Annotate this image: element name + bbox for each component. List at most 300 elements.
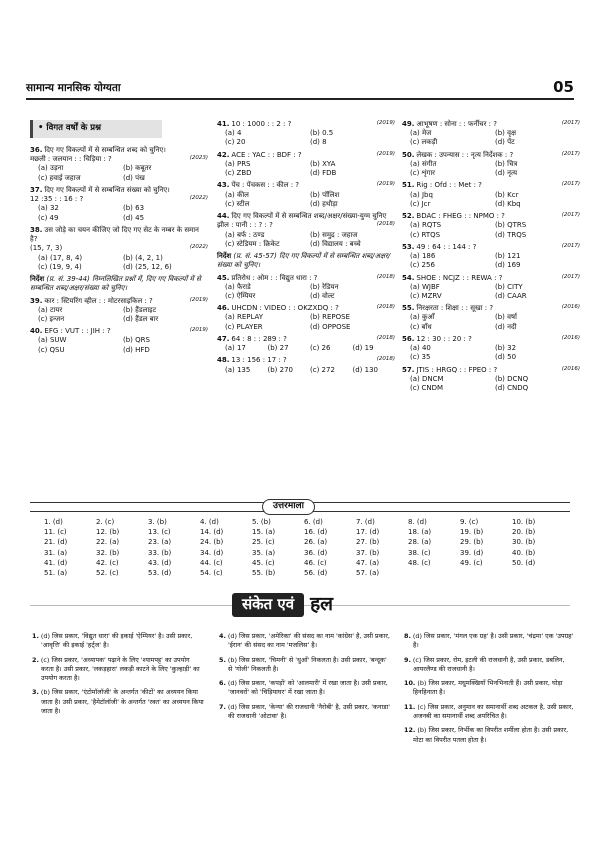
answer-item: 11. (c) — [44, 528, 67, 537]
direction-note — [30, 275, 208, 293]
option: (d) (25, 12, 6) — [123, 262, 172, 271]
question-row — [402, 151, 580, 160]
question-text: ACE : YAC : : BDF : ? — [231, 150, 302, 159]
question-text: BDAC : FHEG : : NPMO : ? — [416, 212, 505, 221]
solution-item — [404, 679, 576, 698]
question-item — [402, 304, 580, 332]
question-number: 39. — [30, 296, 43, 305]
option: (a) SUW — [38, 336, 67, 345]
option: (d) 130 — [352, 365, 378, 374]
solutions-heading-part1: संकेत एवं — [232, 593, 304, 617]
answer-item: 24. (b) — [200, 538, 224, 547]
solutions-heading — [232, 592, 333, 618]
option: (a) कील — [225, 190, 249, 199]
question-item — [30, 146, 208, 183]
question-row — [217, 274, 395, 283]
question-text: दिए गए विकल्पों में से सम्बन्धित संख्या को चुनिए। — [44, 185, 170, 194]
option: (a) WJBF — [410, 282, 440, 291]
option: (a) संगीत — [410, 159, 437, 168]
question-year: (2017) — [561, 181, 580, 188]
question-year: (2019) — [376, 181, 395, 188]
question-item — [402, 181, 580, 209]
question-item — [217, 274, 395, 302]
question-number: 44. — [217, 212, 230, 221]
solution-text: (b) जिस प्रकार, निर्भीक का विपरीत शर्मीला होता है। उसी प्रकार, मोटा का विपरीत पतला होता है। — [413, 726, 569, 744]
solution-number: 7. — [219, 702, 226, 711]
option: (c) लकड़ी — [410, 138, 438, 147]
question-number: 49. — [402, 120, 415, 128]
option: (a) REPLAY — [225, 313, 264, 322]
option: (b) REPOSE — [310, 313, 351, 322]
question-text-wrap — [30, 297, 153, 306]
answer-item: 52. (c) — [96, 569, 119, 578]
option: (b) Kcr — [495, 190, 519, 199]
answer-item: 5. (b) — [252, 518, 271, 526]
question-number: 40. — [30, 327, 43, 336]
answer-item: 12. (b) — [96, 528, 120, 537]
question-year: (2019) — [189, 327, 208, 334]
question-text-wrap — [402, 243, 476, 252]
answer-item: 26. (a) — [304, 538, 328, 547]
option: (b) 63 — [123, 204, 145, 213]
question-text: Rig : Ofd : : Met : ? — [416, 181, 482, 190]
question-column-1 — [30, 146, 208, 358]
option: (d) OPPOSE — [310, 322, 351, 331]
options-grid — [402, 191, 580, 209]
question-text-wrap — [402, 335, 472, 344]
solution-text: (d) जिस प्रकार, 'अमेरिका' की संसद का नाम 'कांग्रेस' है, उसी प्रकार, 'ईरान' की संसद का नाम 'मजलिस' है। — [227, 632, 390, 650]
page-header-title: सामान्य मानसिक योग्यता — [26, 82, 121, 94]
question-number: 43. — [217, 181, 230, 190]
answer-item: 39. (d) — [460, 548, 484, 557]
question-number: 38. — [30, 225, 43, 234]
option: (d) TRQS — [495, 230, 527, 239]
answer-item: 30. (b) — [512, 538, 536, 547]
question-row — [402, 212, 580, 221]
question-item — [402, 151, 580, 179]
options-grid — [217, 313, 395, 331]
question-sub-row — [30, 155, 208, 164]
question-text: UHCDN : VIDEO : : OKZXDQ : ? — [231, 304, 339, 313]
question-year: (2019) — [376, 120, 395, 126]
question-row — [217, 151, 395, 160]
question-row — [402, 335, 580, 344]
question-text-wrap — [217, 335, 287, 344]
question-row — [217, 304, 395, 313]
options-grid — [217, 283, 395, 301]
options-grid — [402, 160, 580, 178]
answer-item: 22. (a) — [96, 538, 120, 547]
question-row — [402, 366, 580, 375]
question-year: (2022) — [189, 195, 208, 202]
question-year: (2016) — [561, 334, 580, 341]
question-number: 45. — [217, 273, 230, 282]
option: (a) 186 — [410, 252, 436, 261]
solution-item — [404, 656, 576, 675]
option: (c) (19, 9, 4) — [38, 262, 82, 271]
question-year: (2022) — [189, 244, 208, 251]
question-sub-row — [30, 195, 208, 204]
question-row — [402, 120, 580, 129]
option: (a) मेज — [410, 129, 432, 138]
option: (b) 0.5 — [310, 129, 334, 138]
question-year: (2018) — [376, 304, 395, 311]
header-divider — [26, 98, 574, 100]
solution-text: (c) जिस प्रकार, रोम, इटली की राजधानी है, उसी प्रकार, डबलिन, आयरलैण्ड की राजधानी है। — [412, 655, 565, 673]
question-row — [402, 181, 580, 190]
question-year: (2018) — [376, 273, 395, 280]
question-text-wrap — [217, 212, 386, 221]
question-year: (2017) — [561, 120, 580, 126]
question-text: 64 : 8 : : 289 : ? — [231, 334, 287, 343]
options-grid — [402, 129, 580, 147]
question-text-wrap — [30, 146, 166, 155]
answer-item: 41. (d) — [44, 558, 68, 567]
option: (c) हवाई जहाज — [38, 173, 81, 182]
option: (d) हैंडल बार — [123, 314, 159, 323]
option: (a) RQTS — [410, 221, 442, 230]
solution-number: 6. — [219, 679, 226, 688]
question-row — [217, 212, 395, 221]
solution-item — [219, 703, 391, 722]
solution-text: (d) जिस प्रकार, 'विद्युत धारा' की इकाई 'ऐम्पियर' है। उसी प्रकार, 'आवृत्ति' की इकाई 'हर्ट्ज' है। — [40, 632, 193, 650]
question-text: उस जोड़े का चयन कीजिए जो दिए गए सेट के नम्बर के समान है? — [30, 225, 199, 244]
option: (d) पंख — [123, 173, 145, 182]
option: (d) 45 — [123, 213, 145, 222]
question-number: 51. — [402, 181, 415, 190]
question-row — [30, 327, 208, 336]
answer-item: 48. (c) — [408, 558, 431, 567]
option: (d) 169 — [495, 261, 521, 270]
option: (a) बर्फ : ठण्ड — [225, 230, 265, 239]
option: (c) 272 — [310, 365, 335, 374]
answer-item: 33. (b) — [148, 548, 172, 557]
solution-number: 9. — [404, 655, 411, 664]
option: (a) Jbq — [410, 190, 433, 199]
direction-label: निर्देश — [30, 275, 45, 284]
solution-item — [219, 679, 391, 698]
question-text: प्रतिरोध : ओम : : विद्युत धारा : ? — [231, 273, 318, 282]
answer-item: 7. (d) — [356, 518, 375, 526]
answer-item: 10. (b) — [512, 518, 536, 526]
option: (c) 20 — [225, 138, 246, 147]
option: (c) ZBD — [225, 169, 252, 178]
question-text-wrap — [402, 181, 482, 190]
option: (b) XYA — [310, 159, 336, 168]
answer-item: 55. (b) — [252, 569, 276, 578]
question-text: दिए गए विकल्पों में से सम्बन्धित शब्द/अक्षर/संख्या-युग्म चुनिए — [231, 212, 387, 221]
question-number: 50. — [402, 150, 415, 159]
option: (c) शृंगार — [410, 169, 436, 178]
option: (c) CNDM — [410, 384, 444, 393]
question-item — [217, 151, 395, 179]
answer-key-grid — [44, 518, 564, 578]
question-column-2 — [217, 120, 395, 378]
question-number: 52. — [402, 212, 415, 221]
answer-item: 23. (a) — [148, 538, 172, 547]
option: (b) 27 — [267, 344, 289, 353]
option: (c) इन्जन — [38, 314, 65, 323]
question-row — [217, 181, 395, 190]
question-item — [402, 335, 580, 363]
question-year: (2018) — [376, 221, 395, 228]
answer-item: 45. (c) — [252, 558, 275, 567]
question-text-wrap — [217, 304, 339, 313]
question-text-wrap — [30, 186, 170, 195]
question-row — [217, 335, 395, 344]
options-row — [217, 366, 395, 375]
option: (b) कबूतर — [123, 164, 152, 173]
answer-item: 18. (a) — [408, 528, 432, 537]
solutions-column-1 — [32, 632, 204, 721]
question-text: पेंच : पेंचकस : : कील : ? — [231, 181, 300, 190]
options-grid — [217, 191, 395, 209]
solution-number: 10. — [404, 679, 416, 688]
option: (d) CNDQ — [495, 384, 529, 393]
question-sub: मछली : जलयान : : चिड़िया : ? — [30, 155, 112, 164]
answer-item: 37. (b) — [356, 548, 380, 557]
question-year: (2019) — [189, 296, 208, 303]
question-text: EFG : VUT : : JIH : ? — [44, 327, 111, 336]
options-grid — [402, 375, 580, 393]
section-label: • विगत वर्षों के प्रश्न — [30, 120, 162, 138]
answer-item: 51. (a) — [44, 569, 68, 578]
options-grid — [30, 336, 208, 354]
question-sub: 12 :35 : : 16 : ? — [30, 195, 84, 204]
question-year: (2017) — [561, 212, 580, 219]
question-year: (2018) — [376, 356, 395, 363]
solution-text: (c) जिस प्रकार, अनुमान का समानार्थी शब्द अटकल है, उसी प्रकार, अजनबी का समानार्थी शब्द अपरिचित है। — [413, 702, 574, 720]
answer-item: 20. (b) — [512, 528, 536, 537]
options-grid — [30, 254, 208, 272]
question-item — [402, 366, 580, 394]
question-text: JTIS : HRGQ : : FPEO : ? — [416, 365, 498, 374]
question-item — [402, 243, 580, 271]
answer-item: 56. (d) — [304, 569, 328, 578]
answer-item: 29. (b) — [460, 538, 484, 547]
option: (a) 32 — [38, 204, 59, 213]
question-text: कार : स्टियरिंग व्हील : : मोटरसाइकिल : ? — [44, 296, 153, 305]
answer-item: 43. (d) — [148, 558, 172, 567]
answer-item: 46. (c) — [304, 558, 327, 567]
option: (a) (17, 8, 4) — [38, 253, 83, 262]
question-item — [30, 327, 208, 355]
solution-number: 8. — [404, 632, 411, 640]
question-item — [402, 212, 580, 240]
option: (b) QTRS — [495, 221, 527, 230]
answer-item: 21. (d) — [44, 538, 68, 547]
answer-item: 8. (d) — [408, 518, 427, 526]
solution-item — [219, 656, 391, 675]
question-text: आभूषण : सोना : : फर्नीचर : ? — [416, 120, 497, 128]
solution-text: (b) जिस प्रकार, 'चिमनी' से 'धुआँ' निकलता है। उसी प्रकार, 'बन्दूक' से 'गोली' निकलती है। — [227, 655, 387, 673]
option: (c) 49 — [38, 213, 59, 222]
options-row — [217, 344, 395, 353]
option: (d) HFD — [123, 345, 150, 354]
answer-item: 28. (a) — [408, 538, 432, 547]
answer-item: 15. (a) — [252, 528, 276, 537]
option: (b) 32 — [495, 344, 517, 353]
solution-text: (b) जिस प्रकार, 'एंटोमॉलॉजी' के अन्तर्गत 'कीटों' का अध्ययन किया जाता है। उसी प्रकार, 'हैमेटॉलॉजी' के अन्तर्गत 'रक्त' का अध्ययन किया जाता है। — [40, 688, 204, 715]
question-item — [402, 120, 580, 148]
option: (a) PRS — [225, 159, 251, 168]
solutions-column-3 — [404, 632, 576, 750]
question-text: 13 : 156 : 17 : ? — [231, 356, 287, 365]
question-text: 10 : 1000 : : 2 : ? — [231, 120, 292, 128]
solution-number: 2. — [32, 655, 39, 664]
solution-item — [404, 703, 576, 722]
answer-item: 9. (c) — [460, 518, 479, 526]
option: (a) उड़ना — [38, 164, 64, 173]
solution-number: 11. — [404, 702, 416, 711]
solution-text: (d) जिस प्रकार, 'केन्या' की राजधानी 'नैरोबी' है, उसी प्रकार, 'कनाडा' की राजधानी 'ओटावा' है। — [227, 702, 390, 720]
answer-item: 19. (b) — [460, 528, 484, 537]
solution-number: 5. — [219, 655, 226, 664]
option: (b) 121 — [495, 252, 521, 261]
solution-item — [32, 632, 204, 651]
question-text-wrap — [217, 356, 287, 365]
question-row — [217, 120, 395, 129]
question-item — [30, 297, 208, 325]
question-text-wrap — [402, 212, 505, 221]
question-row — [30, 226, 208, 244]
question-sub: (15, 7, 3) — [30, 244, 63, 253]
question-row — [402, 274, 580, 283]
question-row — [30, 146, 208, 155]
question-item — [217, 120, 395, 148]
question-row — [217, 356, 395, 365]
option: (a) टायर — [38, 305, 63, 314]
answer-item: 57. (a) — [356, 569, 380, 578]
question-text-wrap — [217, 181, 299, 190]
answer-key-title: उत्तरमाला — [262, 499, 315, 515]
option: (c) ऐम्पियर — [225, 291, 256, 300]
option: (d) वोल्ट — [310, 291, 335, 300]
question-item — [30, 226, 208, 272]
answer-item: 31. (a) — [44, 548, 68, 557]
question-year: (2017) — [561, 242, 580, 249]
option: (c) RTQS — [410, 230, 441, 239]
section-label-text: विगत वर्षों के प्रश्न — [46, 123, 102, 133]
solutions-column-2 — [219, 632, 391, 726]
answer-item: 27. (b) — [356, 538, 380, 547]
solution-item — [32, 656, 204, 684]
option: (d) 19 — [352, 344, 374, 353]
question-number: 47. — [217, 334, 230, 343]
question-sub-row — [30, 244, 208, 253]
answer-item: 49. (c) — [460, 558, 483, 567]
option: (d) FDB — [310, 169, 337, 178]
option: (b) वृक्ष — [495, 129, 517, 138]
solution-item — [404, 632, 576, 651]
question-text: 12 : 30 : : 20 : ? — [416, 334, 472, 343]
option: (c) स्टेडियम : क्रिकेट — [225, 239, 280, 248]
option: (c) QSU — [38, 345, 65, 354]
option: (b) DCNQ — [495, 374, 529, 383]
question-number: 42. — [217, 150, 230, 159]
options-grid — [402, 283, 580, 301]
question-number: 56. — [402, 334, 415, 343]
solution-number: 12. — [404, 726, 416, 735]
question-number: 37. — [30, 185, 43, 194]
option: (c) MZRV — [410, 291, 442, 300]
question-item — [217, 304, 395, 332]
question-text: SHOE : NCJZ : : REWA : ? — [416, 273, 503, 282]
answer-item: 1. (d) — [44, 518, 63, 526]
question-text-wrap — [402, 366, 497, 375]
answer-item: 35. (a) — [252, 548, 276, 557]
solution-text: (d) जिस प्रकार, 'मंगल एक ग्रह' है। उसी प्रकार, 'चंद्रमा' एक 'उपग्रह' है। — [412, 632, 574, 650]
option: (a) 4 — [225, 129, 242, 138]
answer-item: 34. (d) — [200, 548, 224, 557]
option: (c) बाँध — [410, 322, 432, 331]
option: (b) हैंडलाइट — [123, 305, 157, 314]
direction-text: (प्र. सं. 39-44) निम्नलिखित प्रश्नों में, दिए गए विकल्पों में से सम्बन्धित शब्द/अक्षर/संख्या को चुनिए। — [30, 275, 201, 293]
option: (d) पेंट — [495, 138, 515, 147]
option: (c) PLAYER — [225, 322, 263, 331]
question-number: 41. — [217, 120, 230, 128]
question-sub-row — [217, 221, 395, 230]
option: (d) विद्यालय : बच्चे — [310, 239, 361, 248]
options-grid — [30, 164, 208, 182]
solution-text: (d) जिस प्रकार, 'कपड़ों' को 'आलमारी' में रखा जाता है। उसी प्रकार, 'जानवरों' को 'चिड़ियाघर' में रखा जाता है। — [227, 679, 388, 697]
option: (d) 50 — [495, 353, 517, 362]
question-number: 55. — [402, 304, 415, 313]
solution-text: (b) जिस प्रकार, मधुमक्खियाँ भिनभिनाती हैं। उसी प्रकार, घोड़ा हिनहिनाता है। — [413, 679, 563, 697]
option: (d) नृत्य — [495, 169, 518, 178]
option: (a) 40 — [410, 344, 431, 353]
options-grid — [402, 344, 580, 362]
options-grid — [217, 231, 395, 249]
answer-item: 38. (c) — [408, 548, 431, 557]
options-grid — [402, 221, 580, 239]
answer-item: 16. (d) — [304, 528, 328, 537]
question-row — [30, 297, 208, 306]
options-grid — [30, 204, 208, 222]
options-grid — [217, 160, 395, 178]
direction-note — [217, 252, 395, 270]
question-text-wrap — [217, 274, 317, 283]
page-number: 05 — [553, 78, 574, 96]
question-year: (2017) — [561, 273, 580, 280]
solution-item — [219, 632, 391, 651]
option: (c) 26 — [310, 344, 331, 353]
question-text: निरक्षरता : शिक्षा : : सूखा : ? — [416, 304, 494, 313]
answer-item: 14. (d) — [200, 528, 224, 537]
option: (d) Kbq — [495, 199, 521, 208]
option: (c) 35 — [410, 353, 431, 362]
solution-number: 1. — [32, 632, 39, 640]
question-item — [217, 335, 395, 353]
option: (a) 17 — [225, 344, 246, 353]
question-year: (2019) — [376, 150, 395, 157]
answer-item: 6. (d) — [304, 518, 323, 526]
answer-item: 13. (c) — [148, 528, 171, 537]
question-row — [402, 243, 580, 252]
option: (b) समुद्र : जहाज — [310, 230, 358, 239]
options-grid — [402, 313, 580, 331]
question-item — [402, 274, 580, 302]
question-year: (2016) — [561, 365, 580, 372]
question-item — [30, 186, 208, 223]
option: (a) DNCM — [410, 374, 444, 383]
answer-item: 32. (b) — [96, 548, 120, 557]
question-year: (2017) — [561, 150, 580, 157]
option: (b) CITY — [495, 282, 523, 291]
solutions-heading-part2: हल — [310, 593, 334, 616]
answer-item: 42. (c) — [96, 558, 119, 567]
option: (b) वर्षा — [495, 313, 517, 322]
